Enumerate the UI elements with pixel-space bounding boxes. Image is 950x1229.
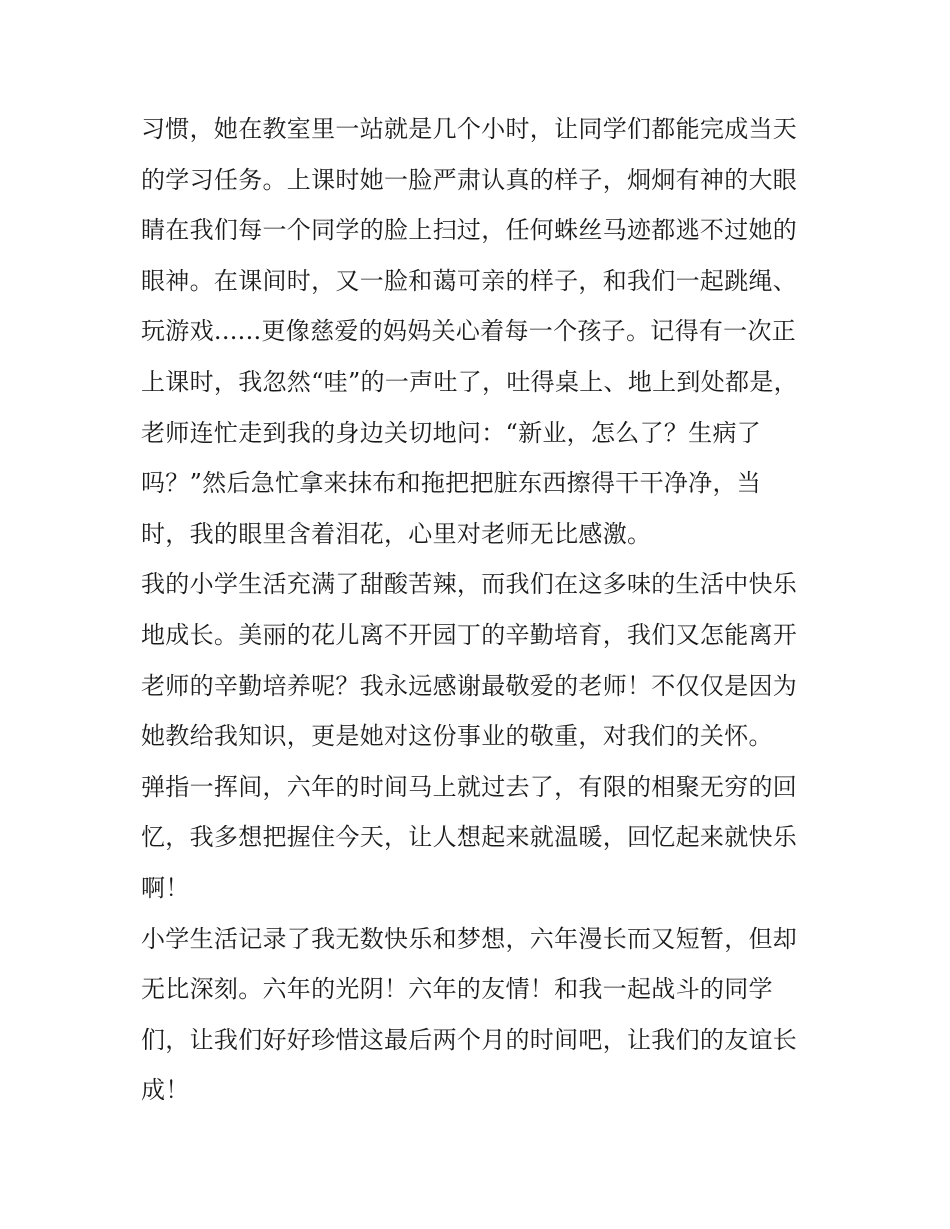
text-line: 睛在我们每一个同学的脸上扫过，任何蛛丝马迹都逃不过她的: [141, 216, 798, 245]
text-line: 忆，我多想把握住今天，让人想起来就温暖，回忆起来就快乐: [141, 823, 798, 852]
text-line: 习惯，她在教室里一站就是几个小时，让同学们都能完成当天: [141, 115, 798, 143]
text-line: 老师的辛勤培养呢？我永远感谢最敬爱的老师！不仅仅是因为: [141, 671, 798, 700]
text-line: 们，让我们好好珍惜这最后两个月的时间吧，让我们的友谊长: [141, 1025, 798, 1054]
text-line: 无比深刻。六年的光阴！六年的友情！和我一起战斗的同学: [141, 975, 773, 1004]
text-line: 玩游戏......更像慈爱的妈妈关心着每一个孩子。记得有一次正: [141, 317, 797, 346]
document-body: [141, 104, 821, 1116]
text-line: 时，我的眼里含着泪花，心里对老师无比感激。: [141, 519, 652, 548]
text-line: 眼神。在课间时，又一脸和蔼可亲的样子，和我们一起跳绳、: [141, 266, 798, 295]
text-line: 的学习任务。上课时她一脸严肃认真的样子，炯炯有神的大眼: [141, 165, 798, 194]
text-line: 小学生活记录了我无数快乐和梦想，六年漫长而又短暂，但却: [141, 924, 798, 953]
text-line: 老师连忙走到我的身边关切地问：“新业，怎么了？生病了: [141, 418, 762, 447]
text-line: 弹指一挥间，六年的时间马上就过去了，有限的相聚无穷的回: [141, 772, 798, 801]
text-line: 吗？”然后急忙拿来抹布和拖把把脏东西擦得干干净净，当: [141, 469, 762, 498]
text-line: 地成长。美丽的花儿离不开园丁的辛勤培育，我们又怎能离开: [141, 620, 798, 649]
text-line: 成！: [141, 1076, 190, 1105]
text-line: 啊！: [141, 873, 190, 902]
text-line: 上课时，我忽然“哇”的一声吐了，吐得桌上、地上到处都是，: [141, 367, 798, 396]
text-line: 她教给我知识，更是她对这份事业的敬重，对我们的关怀。: [141, 722, 773, 751]
text-line: 我的小学生活充满了甜酸苦辣，而我们在这多味的生活中快乐: [141, 570, 798, 599]
